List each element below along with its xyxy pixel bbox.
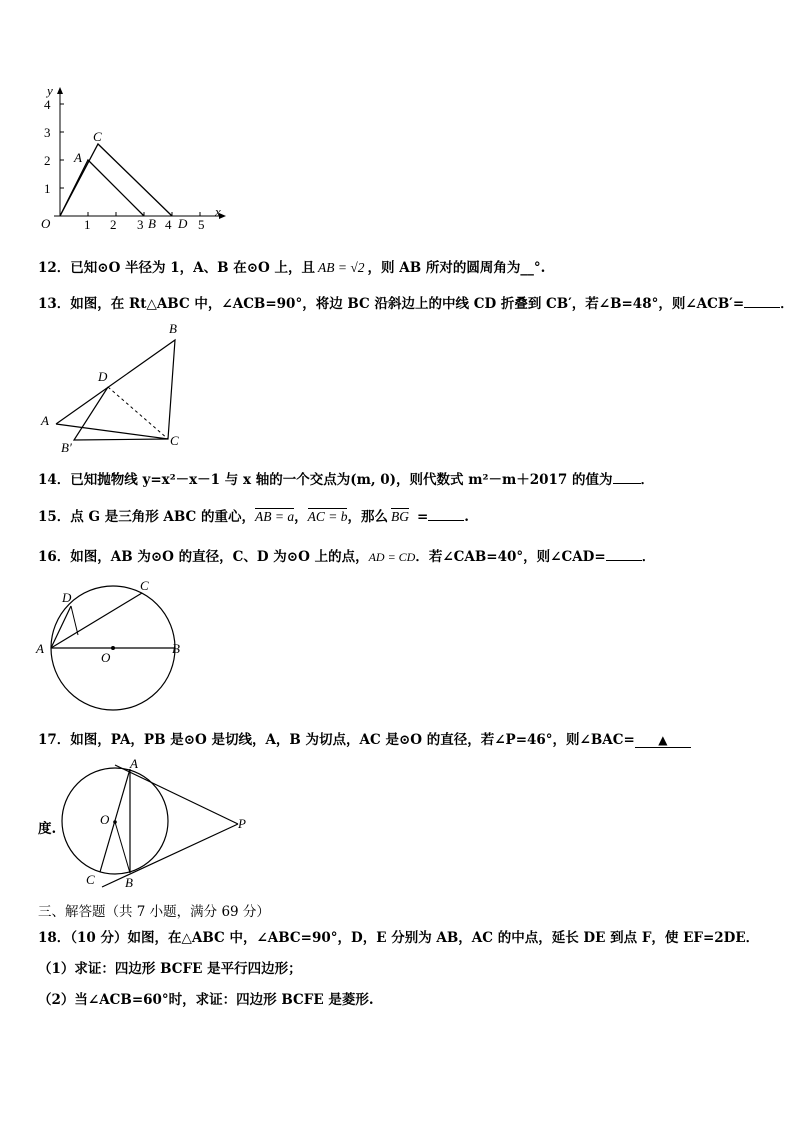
origin-label: O [41,216,51,231]
q14-text: 14．已知抛物线 y=x²－x－1 与 x 轴的一个交点为(m, 0)，则代数式 m²－m＋2017 的值为 [38,472,613,488]
point-a-label: A [74,150,82,165]
q15-prefix: 15．点 G 是三角形 ABC 的重心， [38,509,255,525]
x-tick-4: 4 [165,217,172,232]
y-tick-3: 3 [44,125,51,140]
triangle-oab [60,160,144,216]
x-tick-1: 1 [84,217,91,232]
x-tick-3: 3 [137,217,144,232]
question-18: 18．（10 分）如图，在△ABC 中，∠ABC=90°，D，E 分别为 AB，AC 的中点，延长 DE 到点 F，使 EF=2DE． [38,930,760,946]
label-b: B [125,875,133,890]
x-tick-5: 5 [198,217,205,232]
tangent-figure [60,756,260,890]
label-a: A [130,756,138,771]
tangent-pb [102,824,238,887]
q16-answer-blank[interactable] [606,548,642,561]
label-d: D [98,369,108,384]
question-17 [38,728,691,748]
point-b-label: B [148,216,156,231]
q15-eq: = [416,509,429,525]
q13-end: ． [780,296,794,312]
q17-text: 17．如图，PA，PB 是⊙O 是切线，A，B 为切点，AC 是⊙O 的直径，若∠P=46°，则∠BAC= [38,732,635,748]
point-c-label: C [93,129,102,144]
section-3-heading: 三、解答题（共 7 小题，满分 69 分） [38,904,270,920]
q12-suffix: ，则 AB 所对的圆周角为__°. [367,260,546,276]
q12-prefix: 12．已知⊙O 半径为 1，A、B 在⊙O 上，且 [38,260,316,276]
fold-triangle-figure [36,318,196,458]
q17-answer-blank[interactable] [635,733,691,748]
question-18-part-2: （2）当∠ACB=60°时，求证：四边形 BCFE 是菱形. [38,992,374,1008]
q14-answer-blank[interactable] [613,471,641,484]
label-c: C [140,578,149,593]
label-b: B [169,321,177,336]
label-o: O [100,812,110,827]
y-tick-4: 4 [44,97,51,112]
triangle-abc [56,340,175,439]
vector-bg: BG [390,509,409,524]
label-p: P [238,816,246,831]
q15-end: . [464,509,469,525]
q15-mid: ，那么 [347,509,388,525]
q16-suffix: ．若∠CAB=40°，则∠CAD= [415,549,606,565]
question-13 [38,292,794,312]
label-c: C [86,872,95,887]
q15-answer-blank[interactable] [428,508,464,521]
q13-text: 13．如图，在 Rt△ABC 中，∠ACB=90°，将边 BC 沿斜边上的中线 CD 折叠到 CB′，若∠B=48°，则∠ACB′= [38,296,745,312]
q17-unit: 度. [38,821,57,837]
y-axis-label: y [47,84,53,98]
x-axis-label: x [215,204,221,219]
question-14 [38,468,654,488]
label-b-prime: B′ [61,440,72,455]
question-15 [38,505,469,525]
vector-ab: AB = a [255,509,295,524]
question-16 [38,545,655,565]
chord-ob [115,822,130,873]
vector-ac: AC = b [307,509,348,524]
label-b: B [172,641,180,656]
label-a: A [41,413,49,428]
q16-end: ． [641,549,656,565]
label-o: O [101,650,111,665]
coordinate-figure [34,84,234,232]
label-d: D [62,590,72,605]
label-c: C [170,433,179,448]
y-tick-2: 2 [44,153,51,168]
q12-math: AB = √2 [318,260,365,275]
folded-segment [74,387,168,440]
label-a: A [36,641,44,656]
q13-answer-blank[interactable] [744,295,780,308]
question-12 [38,256,545,276]
y-tick-1: 1 [44,181,51,196]
triangle-mark-icon: ▲ [658,733,668,747]
segment-cd [108,387,168,439]
q15-sep: ， [294,509,308,525]
q16-prefix: 16．如图，AB 为⊙O 的直径，C、D 为⊙O 上的点， [38,549,369,565]
point-d-label: D [178,216,188,231]
q16-arcs: AD = CD [368,550,416,564]
x-tick-2: 2 [110,217,117,232]
tangent-pa [115,765,238,824]
question-18-part-1: （1）求证：四边形 BCFE 是平行四边形； [38,961,302,977]
q14-end: ． [640,472,655,488]
chord-dc [71,606,78,635]
circle-diameter-figure [34,578,194,714]
